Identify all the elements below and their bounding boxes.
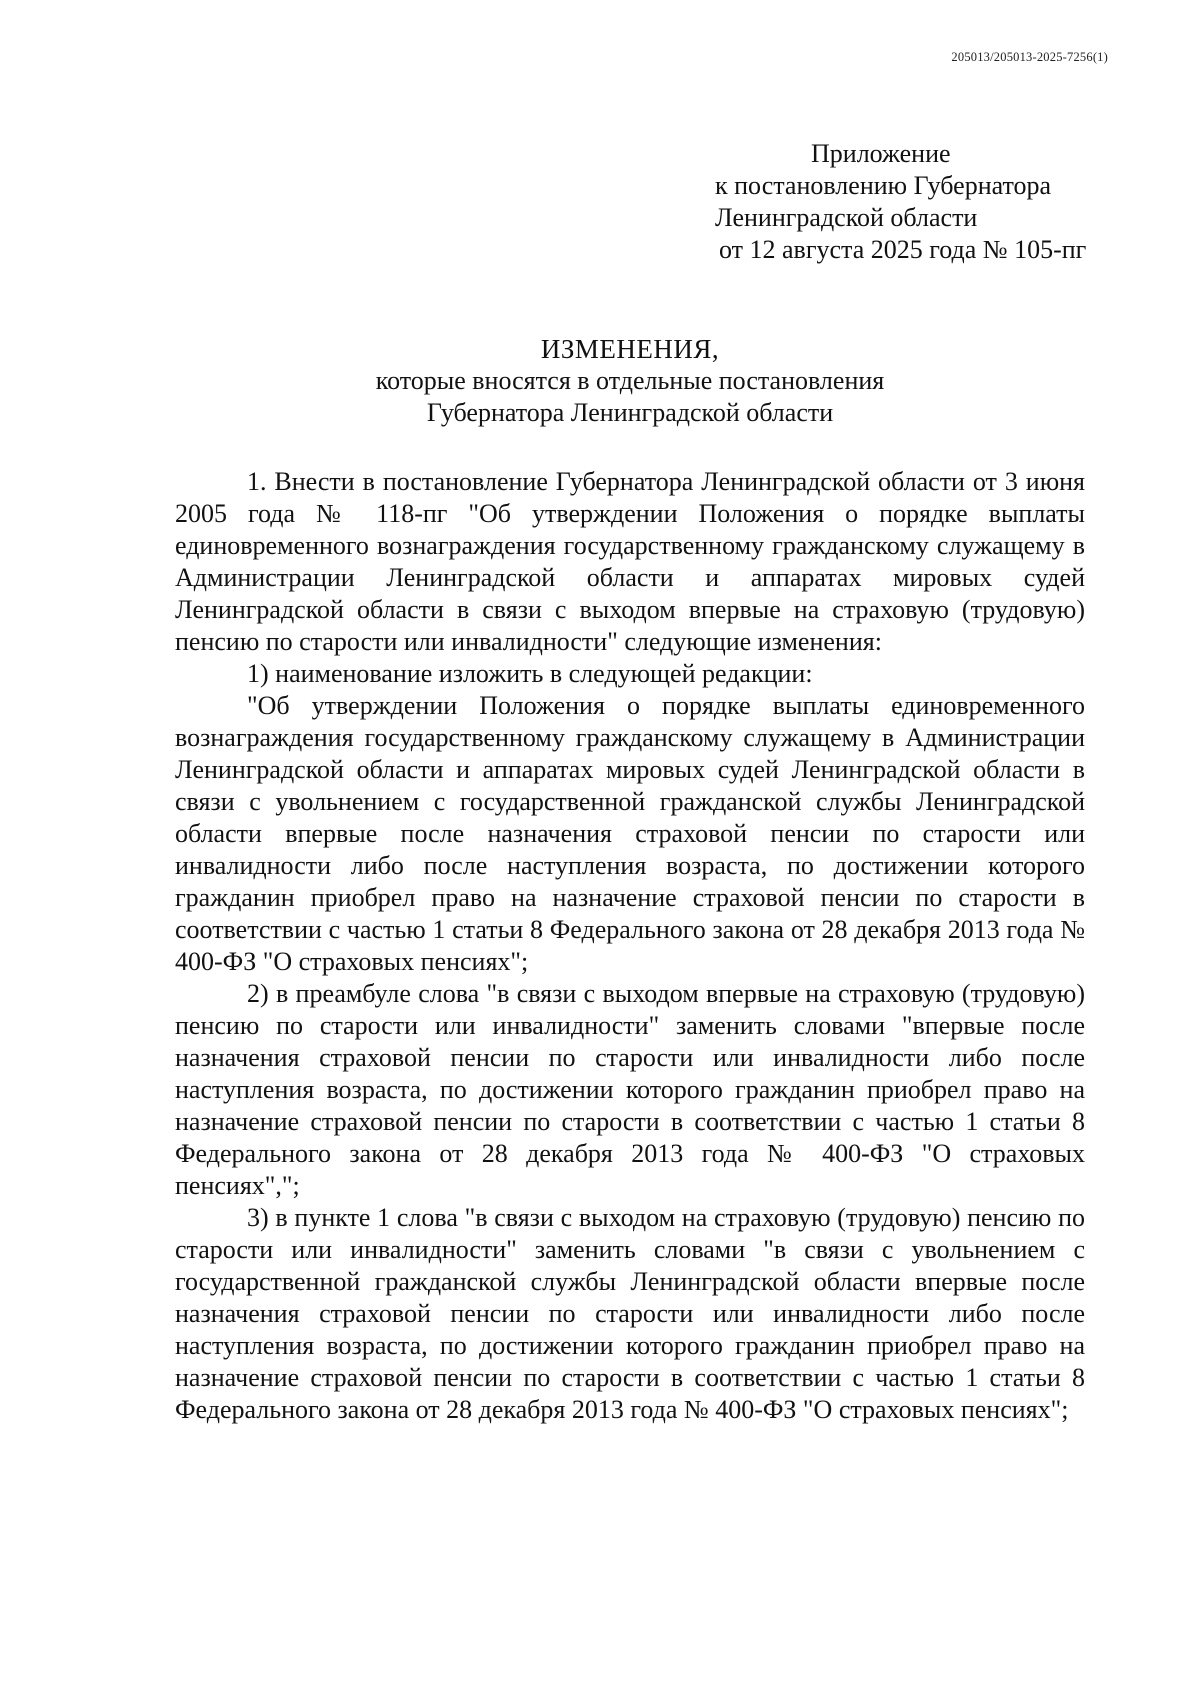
- paragraph-new-title-quote: "Об утверждении Положения о порядке выплаты единовременного вознаграждения государственному гражданскому служащему в Администрации Ленинградской области и аппаратах мировых судей Ленинградской области в связи с увольнением с государственной гражданской службы Ленинградской области впервые после назначения страховой пенсии по старости или инвалидности либо после наступления возраста, по достижении которого гражданин приобрел право на назначение страховой пенсии по старости в соответствии с частью 1 статьи 8 Федерального закона от 28 декабря 2013 года № 400-ФЗ "О страховых пенсиях";: [175, 691, 1085, 976]
- appendix-title: Приложение: [811, 139, 951, 168]
- paragraph-subitem-1: 1) наименование изложить в следующей редакции:: [247, 659, 813, 688]
- paragraph-item-1: 1. Внести в постановление Губернатора Ленинградской области от 3 июня 2005 года № 118-пг "Об утверждении Положения о порядке выплаты единовременного вознаграждения государственному гражданскому служащему в Администрации Ленинградской области и аппаратах мировых судей Ленинградской области в связи с выходом впервые на страховую (трудовую) пенсию по старости или инвалидности" следующие изменения:: [175, 467, 1085, 656]
- document-subtitle-line-2: Губернатора Ленинградской области: [426, 398, 834, 427]
- document-body: [175, 466, 1085, 1426]
- document-subtitle-line-1: которые вносятся в отдельные постановления: [375, 366, 885, 395]
- appendix-date-number: от 12 августа 2025 года № 105-пг: [719, 235, 1087, 264]
- document-title-block: [175, 333, 1085, 429]
- document-id: 205013/205013-2025-7256(1): [951, 50, 1108, 64]
- appendix-line-3: Ленинградской области: [715, 203, 978, 232]
- appendix-line-2: к постановлению Губернатора: [715, 171, 1052, 200]
- paragraph-subitem-2: 2) в преамбуле слова "в связи с выходом впервые на страховую (трудовую) пенсию по старости или инвалидности" заменить словами "впервые после назначения страховой пенсии по старости или инвалидности либо после наступления возраста, по достижении которого гражданин приобрел право на назначение страховой пенсии по старости в соответствии с частью 1 статьи 8 Федерального закона от 28 декабря 2013 года № 400-ФЗ "О страховых пенсиях",";: [175, 979, 1085, 1200]
- document-title: ИЗМЕНЕНИЯ,: [540, 334, 720, 364]
- appendix-block: [715, 138, 1155, 266]
- paragraph-subitem-3: 3) в пункте 1 слова "в связи с выходом на страховую (трудовую) пенсию по старости или инвалидности" заменить словами "в связи с увольнением с государственной гражданской службы Ленинградской области впервые после назначения страховой пенсии по старости или инвалидности либо после наступления возраста, по достижении которого гражданин приобрел право на назначение страховой пенсии по старости в соответствии с частью 1 статьи 8 Федерального закона от 28 декабря 2013 года № 400-ФЗ "О страховых пенсиях";: [175, 1203, 1085, 1424]
